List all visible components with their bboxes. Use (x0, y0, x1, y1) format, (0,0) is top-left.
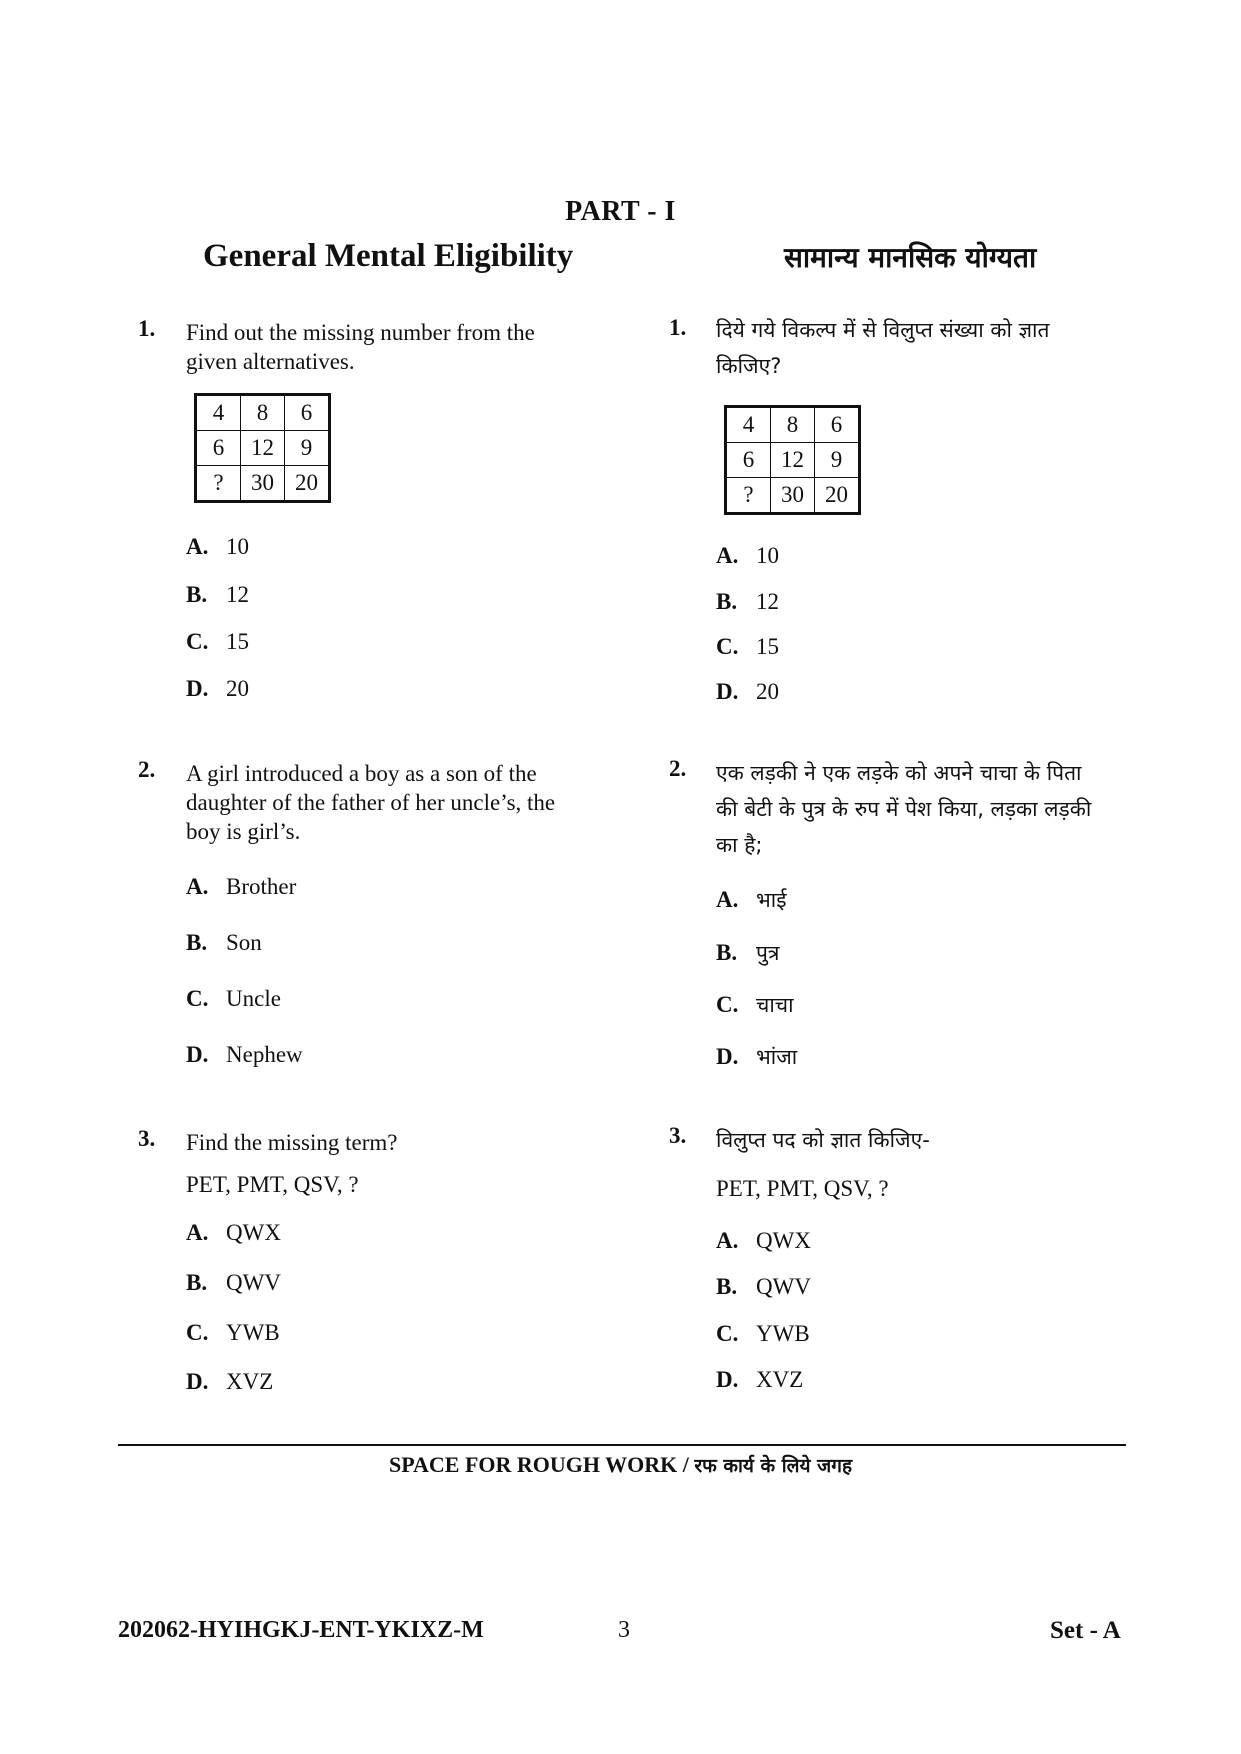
question-text: विलुप्त पद को ज्ञात किजिए- (716, 1128, 930, 1152)
option-d: D. 20 (716, 679, 779, 704)
question-number: 3. (669, 1123, 687, 1148)
rough-work-label: SPACE FOR ROUGH WORK / रफ कार्य के लिये जगह (388, 1452, 853, 1477)
option-a: A. भाई (716, 887, 787, 912)
question-number: 2. (138, 757, 156, 782)
question-text: Find out the missing number from the given alternatives. (186, 320, 535, 374)
grid-cell: 9 (285, 431, 330, 466)
option-a: A. 10 (716, 543, 779, 568)
option-b: B. 12 (716, 589, 779, 614)
grid-row (726, 478, 860, 514)
grid-cell: 12 (771, 443, 815, 478)
grid-cell: 8 (241, 395, 285, 431)
grid-cell: 6 (285, 395, 330, 431)
grid-cell: 8 (771, 407, 815, 443)
grid-cell: ? (196, 466, 241, 502)
grid-cell: 6 (196, 431, 241, 466)
question-text: Find the missing term? (186, 1130, 398, 1155)
sequence: PET, PMT, QSV, ? (716, 1176, 889, 1201)
option-b: B. 12 (186, 582, 249, 607)
grid-row (726, 443, 860, 478)
option-a: A. QWX (186, 1220, 281, 1245)
option-a: A. Brother (186, 874, 297, 899)
question-text: A girl introduced a boy as a son of the daughter of the father of her uncle’s, the boy is girl’s. (186, 761, 556, 844)
question-number: 1. (669, 315, 687, 340)
section-title-hindi: सामान्य मानसिक योग्यता (784, 241, 1037, 274)
question-number: 3. (138, 1126, 156, 1151)
option-d: D. XVZ (186, 1369, 274, 1394)
grid-row (196, 466, 330, 502)
divider-line (118, 1444, 1126, 1446)
sequence: PET, PMT, QSV, ? (186, 1172, 359, 1197)
option-b: B. पुत्र (716, 940, 780, 965)
option-d: D. भांजा (716, 1044, 798, 1069)
grid-cell: 9 (815, 443, 860, 478)
option-b: B. Son (186, 930, 262, 955)
option-c: C. YWB (186, 1320, 280, 1345)
option-c: C. 15 (716, 634, 779, 659)
option-b: B. QWV (186, 1270, 281, 1295)
number-grid (194, 393, 331, 503)
option-c: C. Uncle (186, 986, 281, 1011)
option-a: A. 10 (186, 534, 249, 559)
grid-cell: 4 (726, 407, 771, 443)
page-number: 3 (618, 1617, 630, 1643)
grid-cell: 4 (196, 395, 241, 431)
grid-cell: 6 (726, 443, 771, 478)
option-d: D. XVZ (716, 1367, 804, 1392)
question-text: एक लड़की ने एक लड़के को अपने चाचा के पिता की बेटी के पुत्र के रुप में पेश किया, लड़का लड़की का है; (716, 761, 1092, 857)
option-d: D. 20 (186, 676, 249, 701)
set-label: Set - A (1050, 1617, 1121, 1644)
grid-cell: 20 (815, 478, 860, 514)
grid-cell: 20 (285, 466, 330, 502)
option-c: C. YWB (716, 1321, 810, 1346)
grid-cell: 30 (241, 466, 285, 502)
option-a: A. QWX (716, 1228, 811, 1253)
grid-cell: 6 (815, 407, 860, 443)
question-text: दिये गये विकल्प में से विलुप्त संख्या को ज्ञात किजिए? (716, 318, 1050, 378)
option-d: D. Nephew (186, 1042, 303, 1067)
section-title-english: General Mental Eligibility (203, 238, 574, 274)
grid-cell: 30 (771, 478, 815, 514)
grid-row (196, 395, 330, 431)
part-title: PART - I (565, 196, 676, 227)
paper-code: 202062-HYIHGKJ-ENT-YKIXZ-M (118, 1617, 484, 1643)
number-grid (724, 405, 861, 515)
grid-row (726, 407, 860, 443)
option-c: C. चाचा (716, 992, 794, 1017)
grid-row (196, 431, 330, 466)
option-c: C. 15 (186, 629, 249, 654)
option-b: B. QWV (716, 1274, 811, 1299)
question-number: 2. (669, 756, 687, 781)
grid-cell: ? (726, 478, 771, 514)
question-number: 1. (138, 316, 156, 341)
grid-cell: 12 (241, 431, 285, 466)
